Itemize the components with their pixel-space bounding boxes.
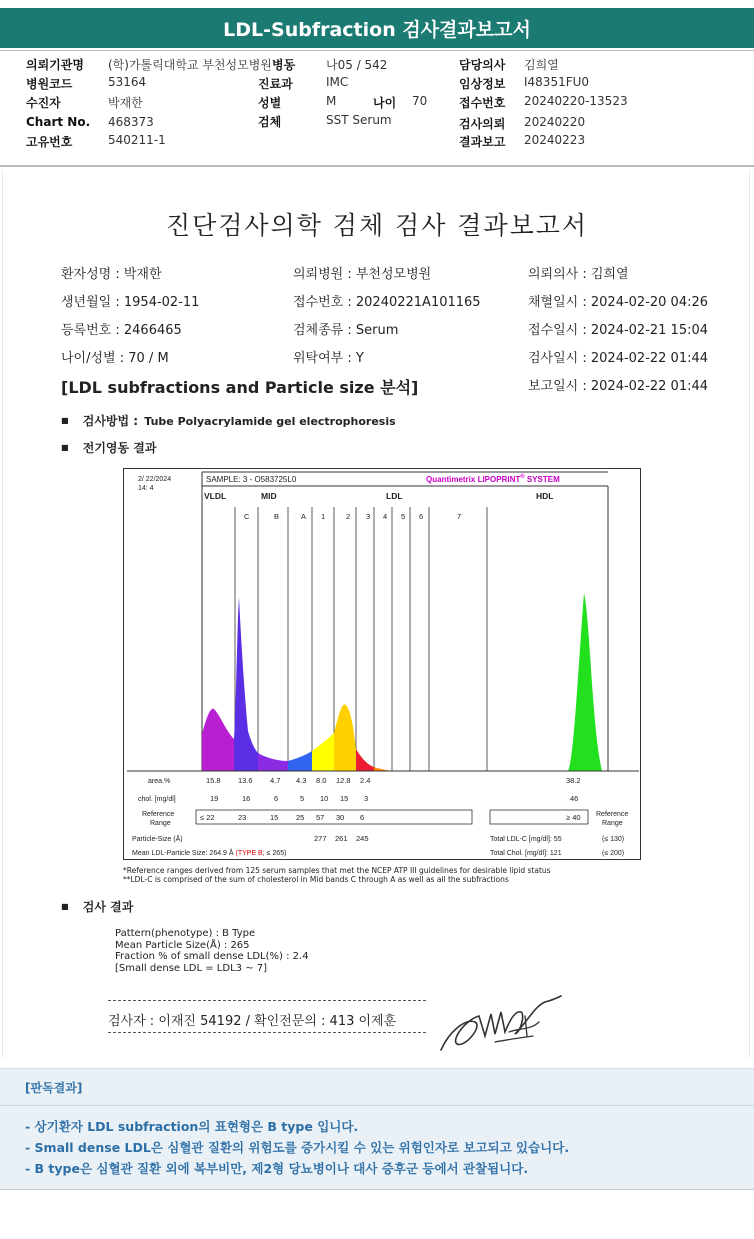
ref-value: 25 [296,813,305,822]
label-request-date: 검사의뢰 [459,117,506,131]
lab-report-document [2,170,750,1058]
group-label-ldl: LDL [386,491,403,501]
ref-label: Range [150,820,171,827]
label-sex: 성별 [258,96,282,110]
value-hospital-code: 53164 [108,75,147,89]
area-value: 12.8 [336,776,351,785]
value-accession-no: 20240220-13523 [524,94,628,108]
ref-value: ≥ 40 [566,813,581,822]
value-age: 70 [412,94,428,108]
band-label-3: 3 [366,512,371,521]
total-chol: Total Chol. [mg/dl]: 121 [490,850,562,857]
value-report-date: 20240223 [524,133,586,147]
patient-header [0,56,754,152]
area-value: 13.6 [238,776,253,785]
chol-value: 16 [242,794,251,803]
chol-value: 10 [320,794,329,803]
area-value: 15.8 [206,776,221,785]
footnote: *Reference ranges derived from 125 serum samples that met the NCEP ATP III guidelines for desirable lipid status [123,866,551,875]
value-chart-no: 468373 [108,115,154,129]
electrophoresis-heading [61,439,156,456]
curve-vldl [202,709,234,771]
value-sex: M [326,94,337,108]
receipt-time: 접수일시 : 2024-02-21 15:04 [528,323,709,338]
chart-date: 2/ 22/2024 [138,476,172,483]
label-department: 진료과 [258,77,293,91]
chart-time: 14: 4 [138,485,154,492]
group-label-hdl: HDL [536,491,554,501]
ref-label-right: Reference [596,811,629,818]
footnote: **LDL-C is comprised of the sum of cholesterol in Mid bands C through A as well as all the subfractions [123,875,509,884]
small-dense-definition: [Small dense LDL = LDL3 ~ 7] [115,962,268,974]
band-label-1: 1 [321,512,326,521]
value-requesting-org: (학)가톨릭대학교 부천성모병원 [108,58,272,72]
registration-no: 등록번호 : 2466465 [61,323,182,338]
requesting-doctor: 의뢰의사 : 김희열 [528,267,629,282]
ref-label-right: Range [602,820,623,827]
band-label-6: 6 [419,512,424,521]
value-patient: 박재한 [108,96,143,110]
value-doctor: 김희열 [524,58,559,72]
label-report-date: 결과보고 [459,135,506,149]
label-clinical-info: 임상정보 [459,77,506,91]
particle-size-value: 245 [356,834,369,843]
chol-value: 15 [340,794,349,803]
report-title: LDL-Subfraction 검사결과보고서 [223,18,531,41]
label-ward: 병동 [272,58,296,72]
mean-ldl-size: Mean LDL-Particle Size: 264.9 Å (TYPE B; ≤ 265) [132,850,287,857]
chol-value: 5 [300,794,305,803]
label-unique-no: 고유번호 [26,135,73,149]
chol-value: 46 [570,794,579,803]
curve-mid-a [288,751,312,771]
area-value: 4.7 [270,776,281,785]
label-chart-no: Chart No. [26,115,91,129]
method-label: 검사방법 : [82,414,139,428]
label-doctor: 담당의사 [459,58,506,72]
chol-value: 3 [364,794,369,803]
label-specimen: 검체 [258,115,282,129]
band-label-7: 7 [457,512,462,521]
method-value: Tube Polyacrylamide gel electrophoresis [144,415,396,428]
total-chol-ref: (≤ 200) [602,850,625,857]
area-value: 8.0 [316,776,327,785]
area-value: 38.2 [566,776,581,785]
dashed-divider [108,1032,426,1033]
value-unique-no: 540211-1 [108,133,166,147]
label-requesting-org: 의뢰기관명 [26,58,84,72]
label-age: 나이 [373,96,397,110]
method-item [61,412,396,429]
particle-size-value: 277 [314,834,327,843]
ref-value: 57 [316,813,325,822]
ref-value: 30 [336,813,345,822]
collection-time: 채혈일시 : 2024-02-20 04:26 [528,295,709,310]
test-time: 검사일시 : 2024-02-22 01:44 [528,351,709,366]
requesting-hospital: 의뢰병원 : 부천성모병원 [293,267,432,282]
curve-ldl-3 [356,749,374,771]
examiner-line: 검사자 : 이재진 54192 / 확인전문의 : 413 이제훈 [108,1014,397,1029]
interpretation-panel [0,1068,754,1190]
interpretation-title: [판독결과] [25,1081,83,1095]
chart-brand: Quantimetrix LIPOPRINT® SYSTEM [426,474,560,484]
report-title-bar [0,8,754,48]
chol-value: 19 [210,794,219,803]
interpretation-line: - B type은 심혈관 질환 외에 복부비만, 제2형 당뇨병이나 대사 증후군 등에서 관찰됩니다. [25,1161,529,1176]
group-label-vldl: VLDL [204,491,227,501]
label-accession-no: 접수번호 [459,96,506,110]
divider [0,50,754,51]
particle-size-label: Particle-Size (Å) [132,836,183,843]
document-title: 진단검사의학 검체 검사 결과보고서 [165,211,589,240]
mean-particle-size: Mean Particle Size(Å) : 265 [115,939,250,951]
row-area-label: area.% [148,778,171,785]
area-value: 4.3 [296,776,307,785]
area-value: 2.4 [360,776,371,785]
curve-ldl-small [374,767,392,771]
band-label-5: 5 [401,512,406,521]
accession-number: 접수번호 : 20240221A101165 [293,295,481,310]
signature [435,992,565,1058]
total-ldl-ref: (≤ 130) [602,836,625,843]
band-label-C: C [244,512,250,521]
result-text [115,928,309,974]
ref-value: ≤ 22 [200,813,215,822]
chart-sample: SAMPLE: 3 - O583725L0 [206,475,297,484]
dashed-divider [108,1000,426,1001]
band-label-B: B [274,512,280,521]
ref-value: 23 [238,813,247,822]
curve-ldl-1 [312,733,334,771]
interpretation-line: - Small dense LDL은 심혈관 질환의 위험도를 증가시킬 수 있는 위험인자로 보고되고 있습니다. [25,1140,570,1155]
value-specimen: SST Serum [326,113,392,127]
lipoprint-chart [123,468,641,860]
label-hospital-code: 병원코드 [26,77,73,91]
phenotype: Pattern(phenotype) : B Type [115,928,256,939]
row-chol-label: chol. [mg/dl] [138,796,176,803]
value-ward: 나05 / 542 [326,58,388,72]
electrophoresis-label: 전기영동 결과 [82,441,157,455]
ref-label: Reference [142,811,175,818]
lipoprint-svg [124,469,642,861]
result-heading [61,898,133,915]
curve-ldl-2 [334,704,356,771]
patient-name: 환자성명 : 박재한 [61,267,162,282]
section-title: [LDL subfractions and Particle size 분석] [61,378,419,397]
ref-value: 6 [360,813,365,822]
result-label: 검사 결과 [82,900,134,914]
specimen-type: 검체종류 : Serum [293,323,399,338]
band-label-4: 4 [383,512,388,521]
total-ldl: Total LDL-C [mg/dl]: 55 [490,836,562,843]
curve-mid-c [234,597,258,771]
group-label-mid: MID [261,491,277,501]
report-time: 보고일시 : 2024-02-22 01:44 [528,379,709,394]
band-label-A: A [301,512,307,521]
interpretation-line: - 상기환자 LDL subfraction의 표현형은 B type 입니다. [25,1119,359,1134]
consignment: 위탁여부 : Y [293,351,364,366]
value-department: IMC [326,75,349,89]
age-sex: 나이/성별 : 70 / M [61,351,169,366]
curve-hdl [568,593,602,771]
curve-mid-b [258,753,288,771]
value-request-date: 20240220 [524,115,586,129]
chol-value: 6 [274,794,279,803]
small-dense-fraction: Fraction % of small dense LDL(%) : 2.4 [115,951,309,962]
birth-date: 생년월일 : 1954-02-11 [61,295,200,310]
label-patient: 수진자 [26,96,61,110]
band-label-2: 2 [346,512,351,521]
divider [0,165,754,167]
particle-size-value: 261 [335,834,348,843]
value-clinical-info: I48351FU0 [524,75,590,89]
divider [0,1105,754,1106]
ref-value: 15 [270,813,279,822]
